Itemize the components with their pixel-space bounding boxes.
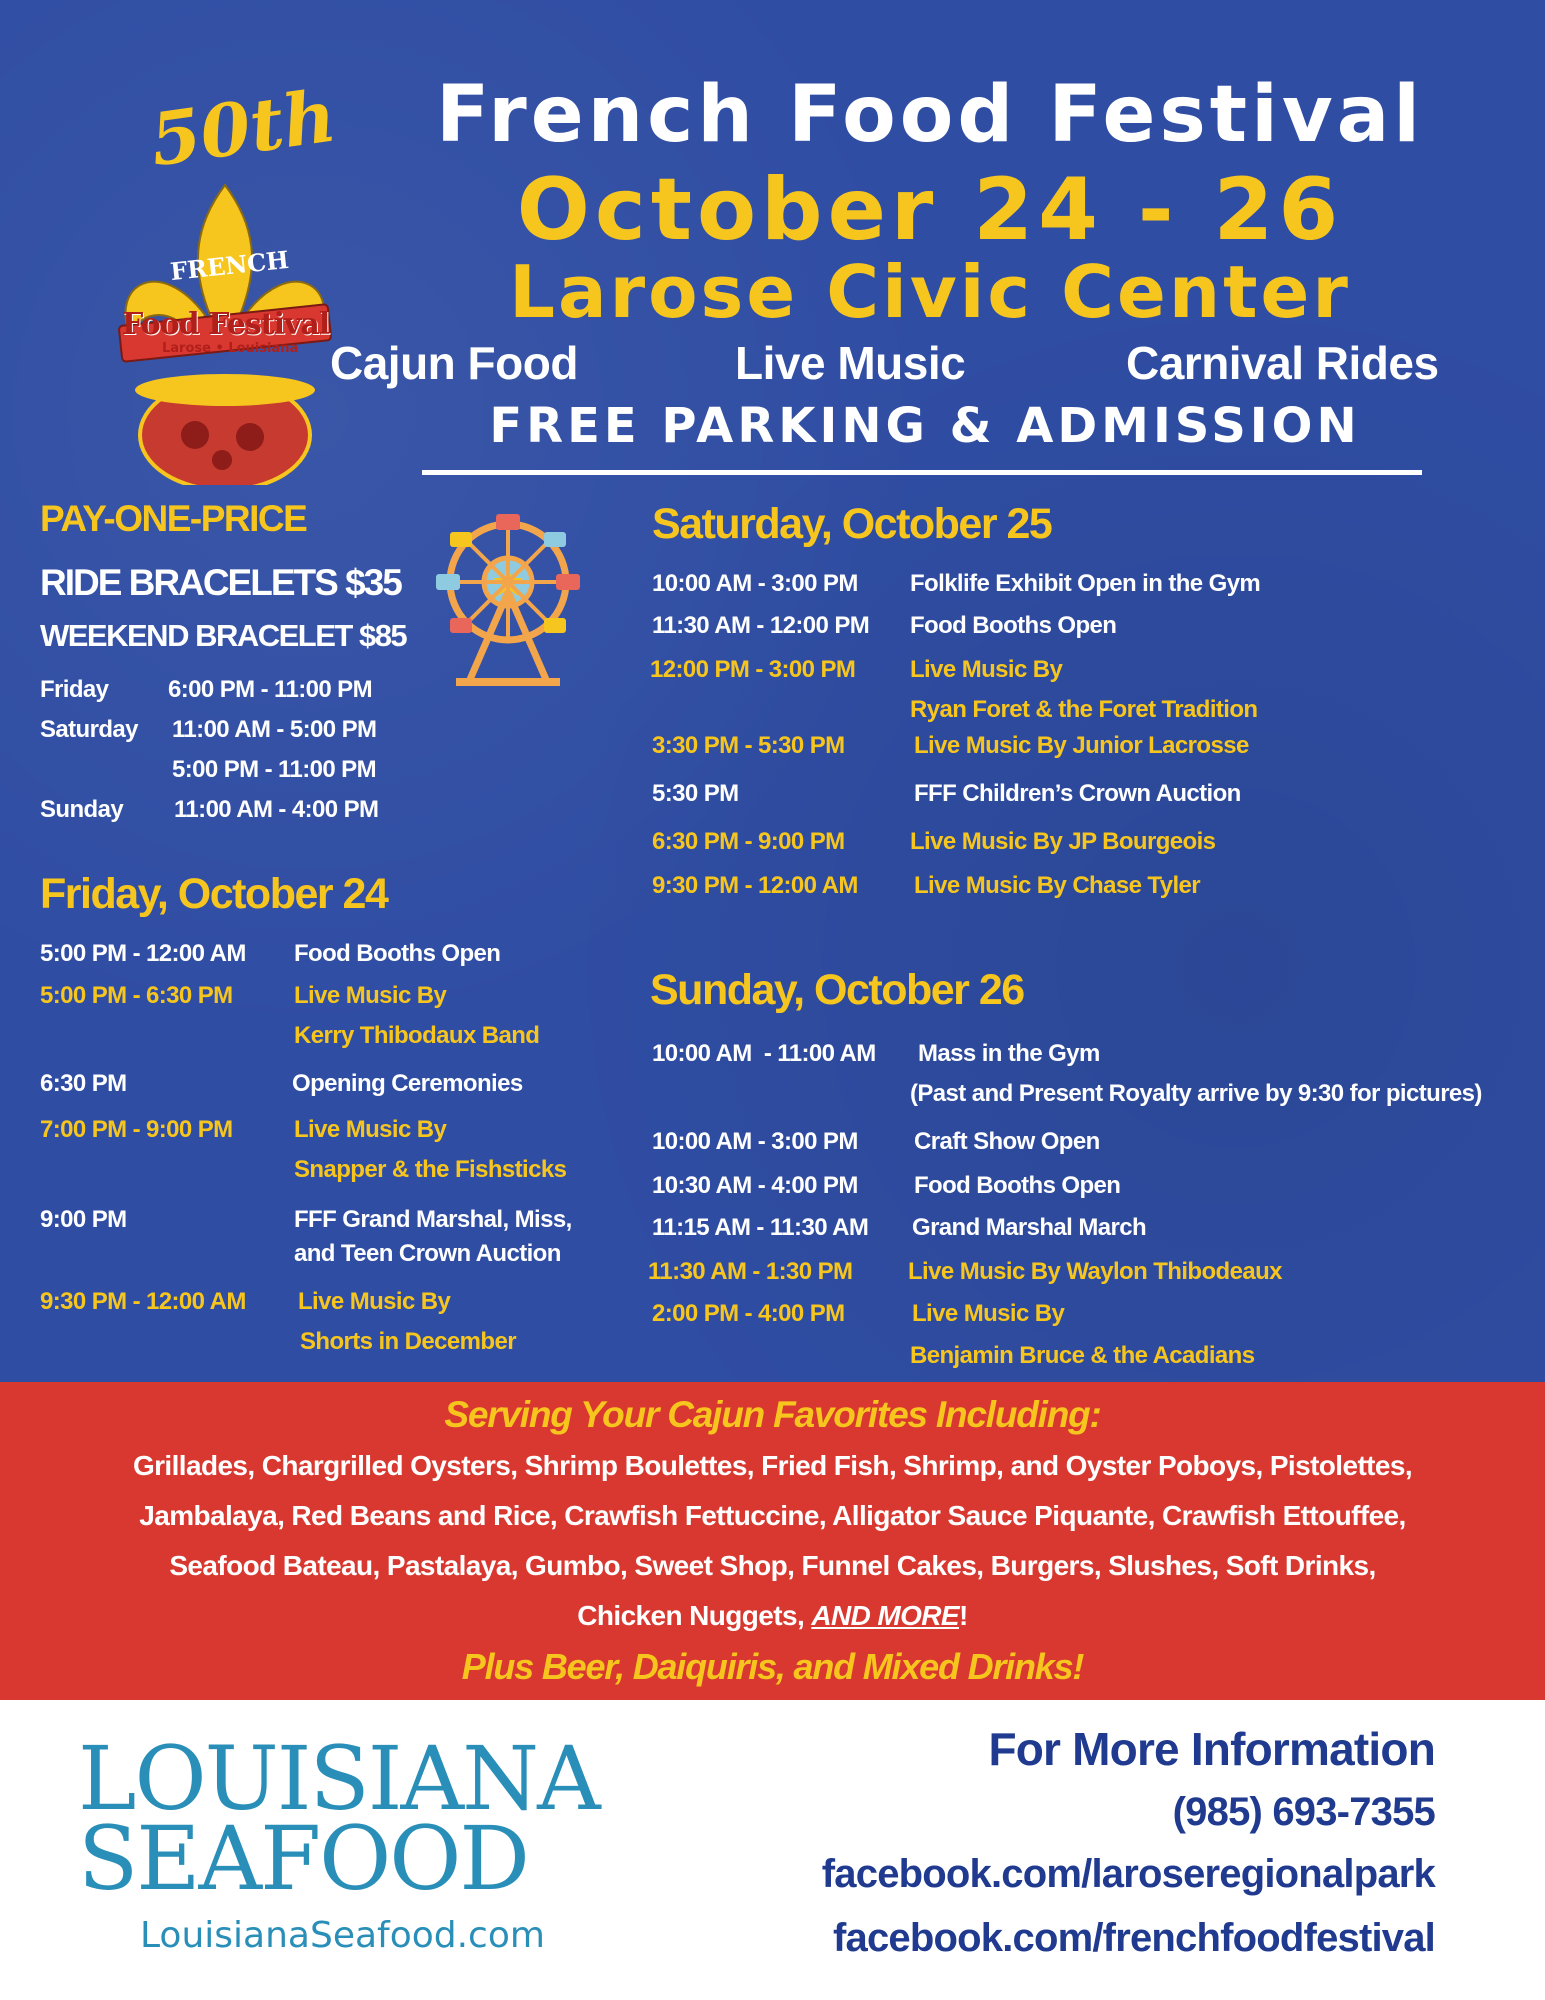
food-list-line: Grillades, Chargrilled Oysters, Shrimp Boulettes, Fried Fish, Shrimp, and Oyster Poboys, Pistolettes, [132,1450,1413,1481]
food-list-line: Jambalaya, Red Beans and Rice, Crawfish Fettuccine, Alligator Sauce Piquante, Crawfish Ettouffee, [139,1500,1406,1531]
event-desc: Opening Ceremonies [292,1070,523,1097]
event-time: 5:00 PM - 12:00 AM [40,940,246,967]
feature-cajun-food: Cajun Food [330,337,578,389]
event-desc: Live Music By Waylon Thibodeaux [908,1258,1282,1285]
event-performer: Shorts in December [300,1328,516,1355]
event-performer: Benjamin Bruce & the Acadians [910,1342,1255,1369]
event-note: (Past and Present Royalty arrive by 9:30 for pictures) [910,1080,1482,1107]
ride-hours-day: Saturday [40,716,138,743]
event-performer: Snapper & the Fishsticks [294,1156,567,1183]
event-desc: Live Music By [910,656,1063,683]
event-time: 12:00 PM - 3:00 PM [650,656,856,683]
event-time: 10:30 AM - 4:00 PM [652,1172,858,1199]
louisiana-seafood-logo [78,1727,618,1965]
event-desc: Live Music By [294,1116,447,1143]
festival-dates: October 24 - 26 [516,160,1344,260]
event-desc: FFF Children’s Crown Auction [914,780,1241,807]
event-time: 5:00 PM - 6:30 PM [40,982,233,1009]
ride-hours-time: 11:00 AM - 5:00 PM [172,716,377,743]
and-more-text: AND MORE [811,1600,959,1631]
event-desc: Grand Marshal March [912,1214,1147,1241]
event-desc: Mass in the Gym [918,1040,1100,1067]
event-time: 9:00 PM [40,1206,127,1233]
feature-live-music: Live Music [735,337,966,389]
event-time: 7:00 PM - 9:00 PM [40,1116,233,1143]
event-time: 10:00 AM - 3:00 PM [652,1128,858,1155]
event-time: 11:30 AM - 1:30 PM [648,1258,853,1285]
event-desc: Craft Show Open [914,1128,1100,1155]
sponsor-url: LouisianaSeafood.com [140,1915,545,1956]
festival-title: French Food Festival [435,70,1425,160]
event-desc: Live Music By Junior Lacrosse [914,732,1249,759]
contact-heading: For More Information [988,1723,1435,1775]
ride-bracelets: RIDE BRACELETS $35 [40,562,401,603]
facebook-festival-link[interactable]: facebook.com/frenchfoodfestival [833,1916,1435,1960]
festival-logo [100,55,350,485]
event-time: 11:15 AM - 11:30 AM [652,1214,869,1241]
event-time: 3:30 PM - 5:30 PM [652,732,845,759]
event-desc: Live Music By [912,1300,1065,1327]
event-desc-line2: and Teen Crown Auction [294,1240,561,1267]
food-list-line [0,1600,1545,1632]
event-time: 6:30 PM - 9:00 PM [652,828,845,855]
food-list-text: ! [958,1600,968,1631]
food-heading: Serving Your Cajun Favorites Including: [444,1394,1101,1435]
header-divider [422,470,1422,475]
ride-hours-time: 11:00 AM - 4:00 PM [174,796,379,823]
ride-hours-day: Sunday [40,796,124,823]
food-list-text: Chicken Nuggets, [577,1600,812,1631]
logo-banner-text: FRENCH [168,244,291,287]
event-desc: FFF Grand Marshal, Miss, [294,1206,572,1233]
event-desc: Live Music By JP Bourgeois [910,828,1216,855]
event-performer: Kerry Thibodaux Band [294,1022,540,1049]
event-desc: Food Booths Open [914,1172,1121,1199]
free-parking-admission: FREE PARKING & ADMISSION [489,398,1361,454]
event-performer: Ryan Foret & the Foret Tradition [910,696,1258,723]
sunday-heading: Sunday, October 26 [650,966,1024,1014]
facebook-larose-link[interactable]: facebook.com/laroseregionalpark [821,1852,1435,1896]
event-time: 6:30 PM [40,1070,127,1097]
ride-hours-time: 6:00 PM - 11:00 PM [168,676,372,703]
sponsor-line1: LOUISIANA [78,1727,599,1830]
friday-heading: Friday, October 24 [40,870,388,918]
event-desc: Live Music By [294,982,447,1009]
ride-hours-day: Friday [40,676,109,703]
sponsor-line2: SEAFOOD [78,1807,528,1910]
event-time: 9:30 PM - 12:00 AM [40,1288,246,1315]
event-time: 5:30 PM [652,780,739,807]
logo-name: Food Festival [122,307,330,342]
feature-carnival-rides: Carnival Rides [1126,337,1439,389]
pay-one-price-heading: PAY-ONE-PRICE [40,498,307,539]
food-list-line: Seafood Bateau, Pastalaya, Gumbo, Sweet Shop, Funnel Cakes, Burgers, Slushes, Soft Drinks, [169,1550,1376,1581]
drinks-line: Plus Beer, Daiquiris, and Mixed Drinks! [461,1646,1084,1687]
logo-place: Larose • Louisiana [162,341,299,356]
event-desc: Live Music By [298,1288,451,1315]
event-time: 10:00 AM - 11:00 AM [652,1040,876,1067]
ferris-wheel-icon [428,512,588,692]
weekend-bracelet: WEEKEND BRACELET $85 [40,618,407,653]
event-desc: Food Booths Open [910,612,1117,639]
event-time: 2:00 PM - 4:00 PM [652,1300,845,1327]
anniversary-label: 50th [144,72,341,183]
event-time: 9:30 PM - 12:00 AM [652,872,858,899]
event-time: 11:30 AM - 12:00 PM [652,612,870,639]
event-desc: Food Booths Open [294,940,501,967]
ride-hours-time: 5:00 PM - 11:00 PM [172,756,376,783]
festival-venue: Larose Civic Center [509,250,1351,334]
contact-phone: (985) 693-7355 [1172,1790,1435,1834]
event-desc: Live Music By Chase Tyler [914,872,1201,899]
saturday-heading: Saturday, October 25 [652,500,1052,548]
event-time: 10:00 AM - 3:00 PM [652,570,858,597]
event-desc: Folklife Exhibit Open in the Gym [910,570,1261,597]
